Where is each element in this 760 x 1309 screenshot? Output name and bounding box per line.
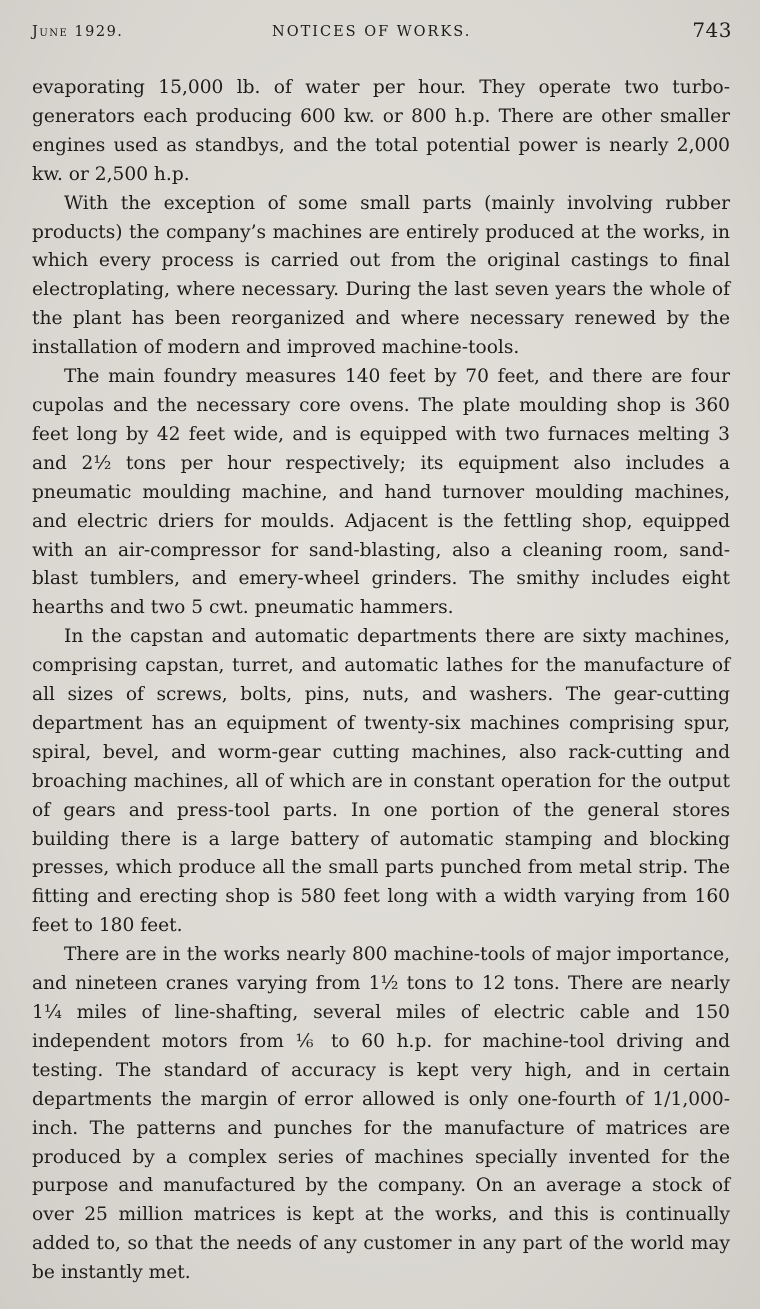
- article-body: [32, 74, 730, 1288]
- paragraph-power: evaporating 15,000 lb. of water per hour. They operate two turbo-generators each producing 600 kw. or 800 h.p. There are other smaller engines used as standbys, and the total potential power is nearly 2,000 kw. or 2,500 h.p.: [32, 77, 730, 185]
- section-title: NOTICES OF WORKS.: [272, 24, 472, 40]
- running-head: [32, 18, 732, 52]
- issue-date: June 1929.: [32, 24, 124, 40]
- paragraph-foundry: The main foundry measures 140 feet by 70 feet, and there are four cupolas and the necessary core ovens. The plate moulding shop is 360 feet long by 42 feet wide, and is equipped with two furnaces melting 3 and 2½ tons per hour respectively; its equipment also includes a pneumatic moulding machine, and hand turnover moulding machines, and electric driers for moulds. Adjacent is the fettling shop, equipped with an air-compressor for sand-blasting, also a cleaning room, sand-blast tumblers, and emery-wheel grinders. The smithy includes eight hearths and two 5 cwt. pneumatic hammers.: [32, 366, 730, 619]
- paragraph-departments: In the capstan and automatic departments there are sixty machines, comprising capstan, turret, and automatic lathes for the manufacture of all sizes of screws, bolts, pins, nuts, and washers. The gear-cutting department has an equipment of twenty-six machines comprising spur, spiral, bevel, and worm-gear cutting machines, also rack-cutting and broaching machines, all of which are in constant operation for the output of gears and press-tool parts. In one portion of the general stores building there is a large battery of automatic stamping and blocking presses, which produce all the small parts punched from metal strip. The fitting and erecting shop is 580 feet long with a width varying from 160 feet to 180 feet.: [32, 626, 730, 937]
- paragraph-machine-tools: There are in the works nearly 800 machine-tools of major importance, and nineteen cranes varying from 1½ tons to 12 tons. There are nearly 1¼ miles of line-shafting, several miles of electric cable and 150 independent motors from ⅙ to 60 h.p. for machine-tool driving and testing. The standard of accuracy is kept very high, and in certain departments the margin of error allowed is only one-fourth of 1/1,000-inch. The patterns and punches for the manufacture of matrices are produced by a complex series of machines specially invented for the purpose and manufactured by the company. On an average a stock of over 25 million matrices is kept at the works, and this is continually added to, so that the needs of any customer in any part of the world may be instantly met.: [32, 944, 730, 1284]
- paragraph-production: With the exception of some small parts (mainly involving rubber products) the company’s machines are entirely produced at the works, in which every process is carried out from the original castings to final electroplating, where necessary. During the last seven years the whole of the plant has been reorganized and where necessary renewed by the installation of modern and improved machine-tools.: [32, 192, 730, 359]
- page-number: 743: [692, 18, 732, 42]
